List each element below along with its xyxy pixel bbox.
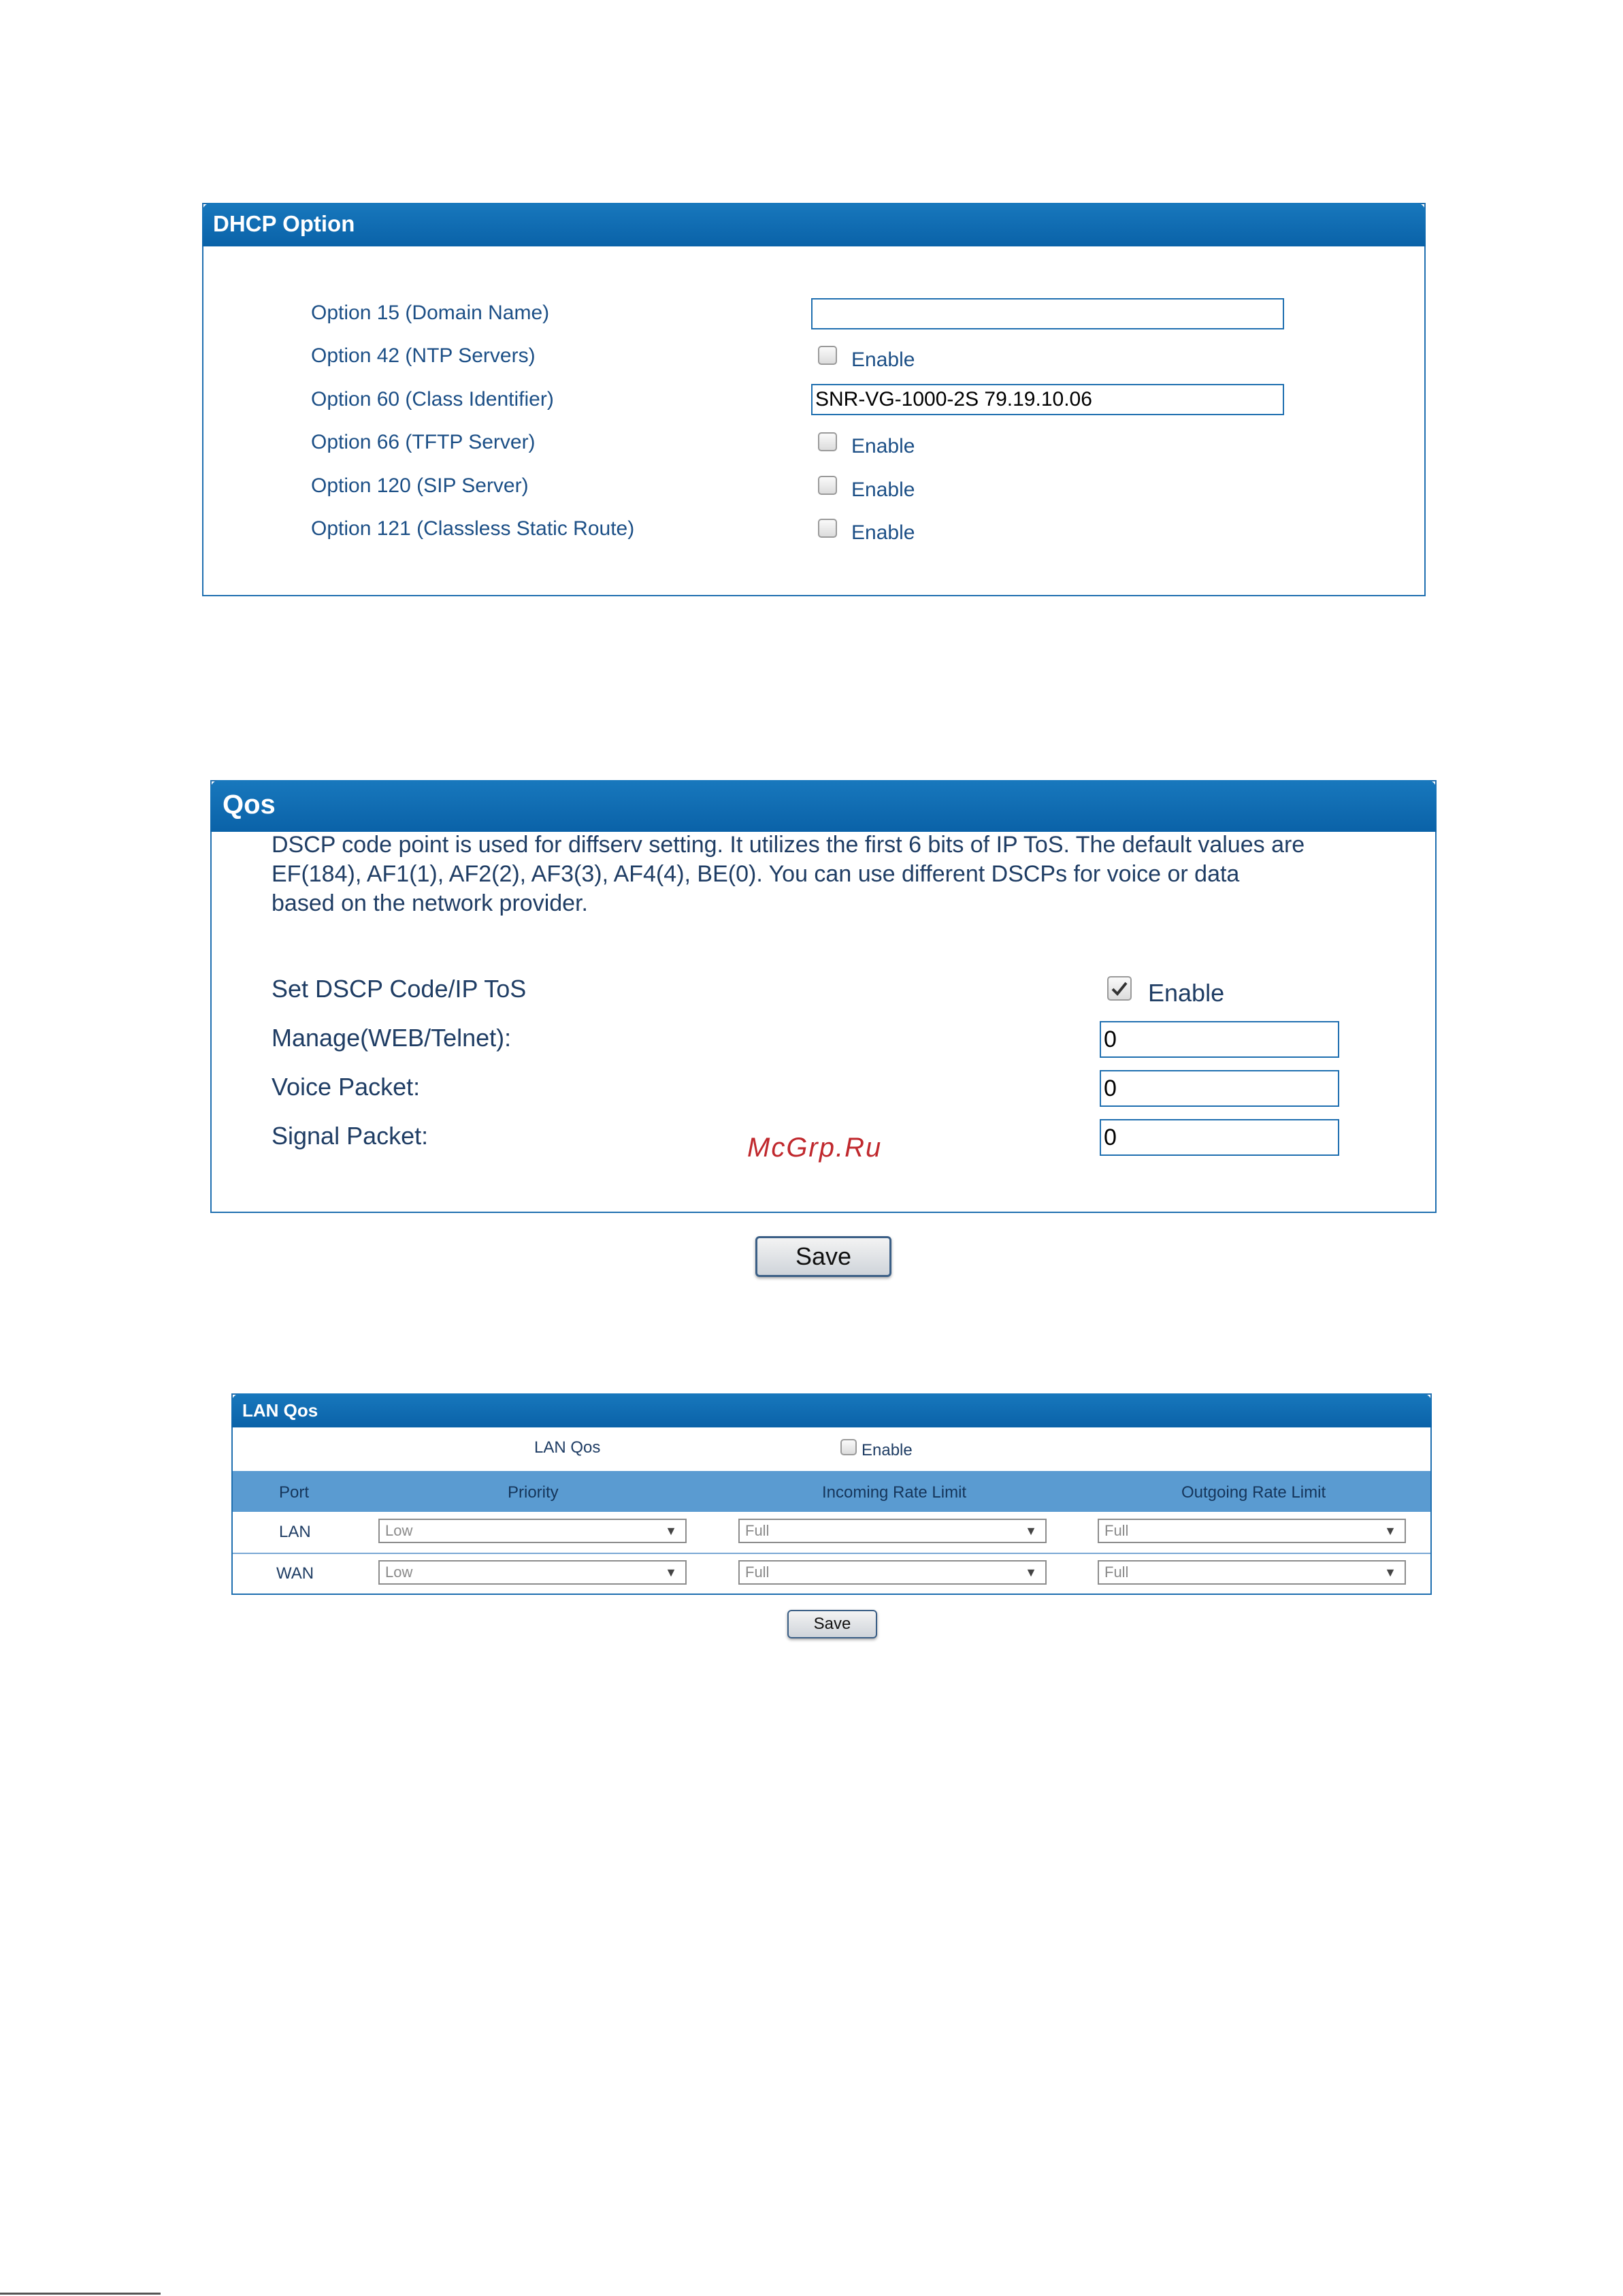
option-42-checkbox[interactable] bbox=[818, 346, 837, 365]
wan-priority-value: Low bbox=[385, 1564, 413, 1581]
chevron-down-icon: ▼ bbox=[1384, 1566, 1396, 1579]
option-121-enable-label: Enable bbox=[851, 521, 915, 544]
manage-input[interactable] bbox=[1100, 1021, 1339, 1058]
option-120-enable-label: Enable bbox=[851, 479, 915, 501]
wan-outgoing-value: Full bbox=[1104, 1564, 1129, 1581]
chevron-down-icon: ▼ bbox=[665, 1566, 677, 1579]
voice-packet-label: Voice Packet: bbox=[272, 1073, 421, 1101]
option-121-checkbox[interactable] bbox=[818, 519, 837, 538]
lan-qos-checkbox[interactable] bbox=[840, 1439, 857, 1455]
check-icon bbox=[1111, 980, 1128, 997]
lan-qos-title: LAN Qos bbox=[242, 1400, 318, 1421]
lan-qos-panel bbox=[231, 1393, 1432, 1595]
option-60-input[interactable] bbox=[811, 384, 1284, 415]
lan-outgoing-value: Full bbox=[1104, 1522, 1129, 1539]
chevron-down-icon: ▼ bbox=[1384, 1524, 1396, 1538]
lan-qos-save-button[interactable]: Save bbox=[787, 1610, 877, 1638]
signal-packet-label: Signal Packet: bbox=[272, 1122, 429, 1150]
lan-incoming-select[interactable] bbox=[738, 1519, 1047, 1543]
wan-outgoing-select[interactable] bbox=[1098, 1560, 1406, 1585]
option-120-label: Option 120 (SIP Server) bbox=[311, 474, 529, 497]
dhcp-option-panel bbox=[202, 203, 1426, 596]
qos-description-line: EF(184), AF1(1), AF2(2), AF3(3), AF4(4), BE(0). You can use different DSCPs for voice or data bbox=[272, 861, 1240, 887]
lan-priority-select[interactable] bbox=[378, 1519, 687, 1543]
lan-incoming-value: Full bbox=[745, 1522, 770, 1539]
chevron-down-icon: ▼ bbox=[665, 1524, 677, 1538]
column-header-priority: Priority bbox=[508, 1483, 559, 1502]
watermark-text: McGrp.Ru bbox=[747, 1133, 883, 1163]
option-42-label: Option 42 (NTP Servers) bbox=[311, 344, 536, 367]
option-120-checkbox[interactable] bbox=[818, 476, 837, 495]
set-dscp-label: Set DSCP Code/IP ToS bbox=[272, 975, 527, 1003]
column-header-outgoing: Outgoing Rate Limit bbox=[1181, 1483, 1326, 1502]
column-header-incoming: Incoming Rate Limit bbox=[822, 1483, 967, 1502]
qos-description bbox=[272, 830, 1422, 918]
voice-packet-input[interactable] bbox=[1100, 1070, 1339, 1107]
set-dscp-enable-label: Enable bbox=[1148, 979, 1225, 1007]
footer-rule bbox=[0, 2293, 161, 2295]
option-66-enable-label: Enable bbox=[851, 435, 915, 457]
wan-incoming-value: Full bbox=[745, 1564, 770, 1581]
option-60-label: Option 60 (Class Identifier) bbox=[311, 388, 554, 410]
dhcp-option-title: DHCP Option bbox=[213, 211, 355, 236]
dhcp-option-header bbox=[202, 203, 1426, 246]
lan-qos-toggle-label: LAN Qos bbox=[534, 1438, 601, 1457]
lan-outgoing-select[interactable] bbox=[1098, 1519, 1406, 1543]
wan-priority-select[interactable] bbox=[378, 1560, 687, 1585]
qos-description-line: based on the network provider. bbox=[272, 890, 588, 916]
qos-header bbox=[210, 780, 1437, 832]
option-15-input[interactable] bbox=[811, 298, 1284, 329]
option-121-label: Option 121 (Classless Static Route) bbox=[311, 517, 635, 540]
port-lan-label: LAN bbox=[279, 1523, 311, 1541]
lan-qos-enable-label: Enable bbox=[862, 1441, 913, 1459]
port-wan-label: WAN bbox=[276, 1564, 314, 1583]
qos-description-line: DSCP code point is used for diffserv setting. It utilizes the first 6 bits of IP ToS. The default values are bbox=[272, 832, 1305, 858]
manage-label: Manage(WEB/Telnet): bbox=[272, 1024, 512, 1052]
wan-incoming-select[interactable] bbox=[738, 1560, 1047, 1585]
qos-save-button[interactable]: Save bbox=[755, 1236, 891, 1277]
lan-qos-header bbox=[231, 1393, 1432, 1427]
signal-packet-input[interactable] bbox=[1100, 1119, 1339, 1156]
column-header-port: Port bbox=[279, 1483, 310, 1502]
option-66-checkbox[interactable] bbox=[818, 432, 837, 451]
qos-title: Qos bbox=[223, 790, 276, 820]
lan-priority-value: Low bbox=[385, 1522, 413, 1539]
option-42-enable-label: Enable bbox=[851, 349, 915, 371]
chevron-down-icon: ▼ bbox=[1025, 1524, 1037, 1538]
option-15-label: Option 15 (Domain Name) bbox=[311, 302, 550, 324]
set-dscp-checkbox[interactable] bbox=[1107, 976, 1132, 1001]
chevron-down-icon: ▼ bbox=[1025, 1566, 1037, 1579]
row-divider bbox=[233, 1553, 1430, 1554]
option-66-label: Option 66 (TFTP Server) bbox=[311, 431, 536, 453]
